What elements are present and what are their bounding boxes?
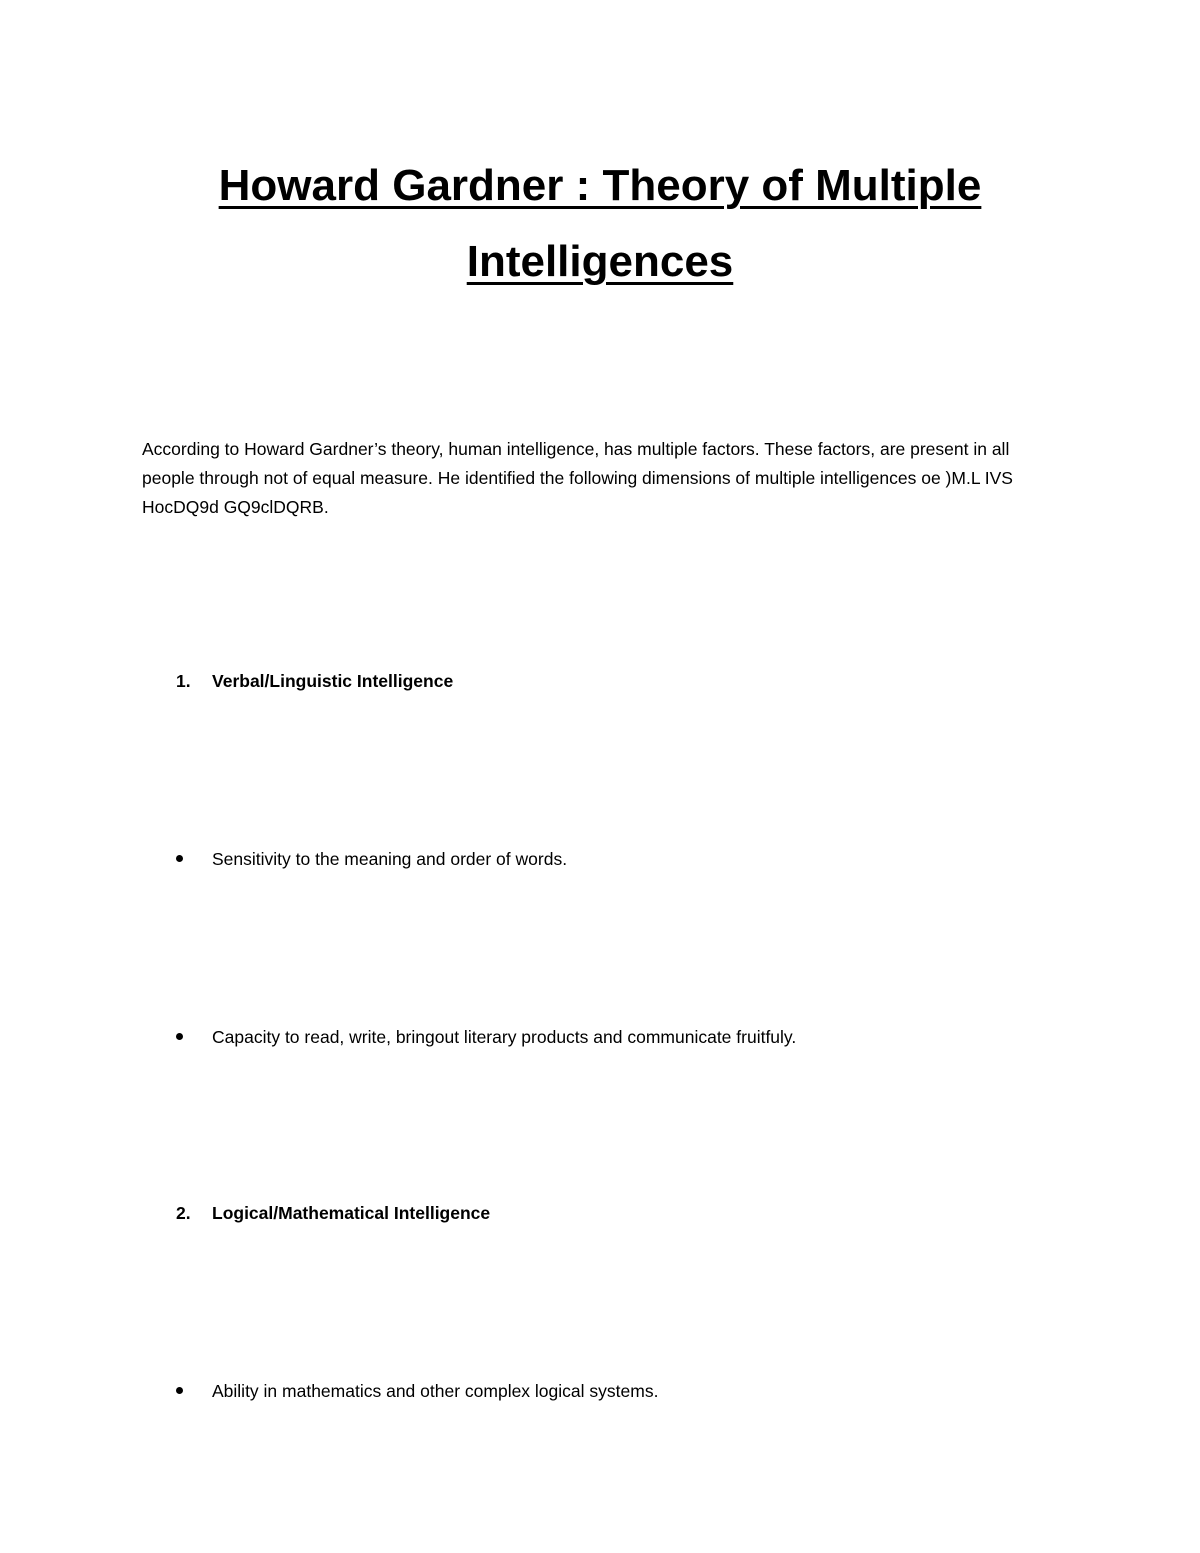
document-title: Howard Gardner : Theory of Multiple Intelligences — [218, 161, 982, 286]
bullet-icon — [176, 1033, 183, 1040]
intro-paragraph: According to Howard Gardner’s theory, human intelligence, has multiple factors. These factors, are present in all people through not of equal measure. He identified the following dimensions of multiple intelligences oe )M.L IVS HocDQ9d GQ9clDQRB. — [142, 439, 1013, 517]
section-heading-verbal-linguistic — [176, 669, 453, 693]
section-heading-logical-mathematical — [176, 1201, 490, 1225]
bullet-icon — [176, 855, 183, 862]
section-heading-text: Verbal/Linguistic Intelligence — [212, 671, 454, 691]
list-item — [176, 1379, 658, 1403]
list-item-text: Capacity to read, write, bringout literary products and communicate fruitfuly. — [212, 1027, 797, 1047]
list-item-text: Sensitivity to the meaning and order of words. — [212, 849, 568, 869]
list-item — [176, 1025, 796, 1049]
list-item-text: Ability in mathematics and other complex logical systems. — [212, 1381, 659, 1401]
section-number: 2. — [176, 1203, 191, 1223]
section-number: 1. — [176, 671, 191, 691]
bullet-icon — [176, 1387, 183, 1394]
list-item — [176, 847, 567, 871]
section-heading-text: Logical/Mathematical Intelligence — [212, 1203, 491, 1223]
